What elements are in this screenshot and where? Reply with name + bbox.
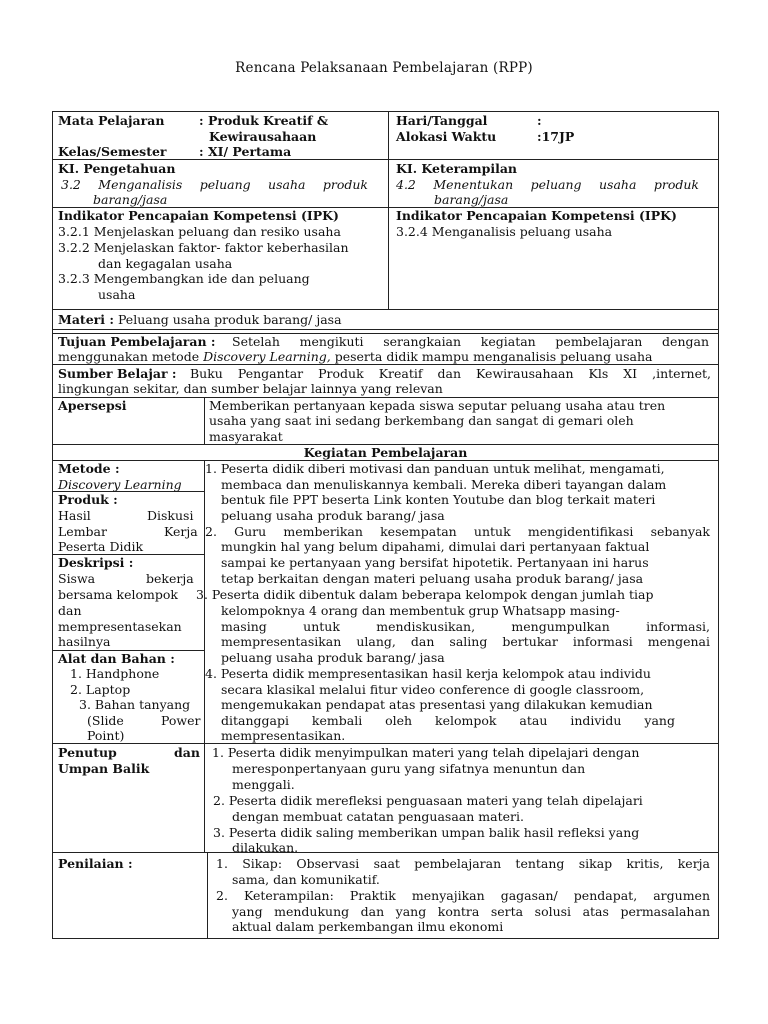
penutup-text: 2. Peserta didik merefleksi penguasaan materi yang telah dipelajari bbox=[213, 793, 643, 808]
alokasi-value: :17JP bbox=[537, 129, 575, 144]
mapel-value-cont: Kewirausahaan bbox=[209, 129, 317, 144]
penutup-text-cont: dengan membuat catatan penguasaan materi. bbox=[232, 809, 524, 824]
produk-text: Diskusi bbox=[147, 508, 194, 523]
alat-item-cont: Point) bbox=[87, 728, 125, 743]
row-divider bbox=[52, 309, 719, 310]
kegiatan-step-cont: peluang usaha produk barang/ jasa bbox=[221, 508, 445, 523]
kegiatan-step: 3. Peserta didik dibentuk dalam beberapa kelompok dengan jumlah tiap bbox=[196, 587, 654, 602]
ipk-item: 3.2.3 Mengembangkan ide dan peluang bbox=[58, 271, 310, 286]
kelas-value: : XI/ Pertama bbox=[199, 144, 292, 159]
deskripsi-text: dan bbox=[58, 603, 82, 618]
kelas-label: Kelas/Semester bbox=[58, 144, 167, 159]
tujuan-text-pre: menggunakan metode bbox=[58, 349, 200, 364]
penutup-label-cont: Umpan Balik bbox=[58, 761, 150, 776]
kegiatan-step-cont: membaca dan menuliskannya kembali. Mereka diberi tayangan dalam bbox=[221, 477, 667, 492]
deskripsi-text: hasilnya bbox=[58, 634, 111, 649]
column-divider bbox=[204, 397, 205, 444]
penutup-text-cont: dilakukan. bbox=[232, 840, 299, 855]
sumber-label: Sumber Belajar : bbox=[58, 366, 177, 381]
kegiatan-step-cont: mempresentasikan. bbox=[221, 728, 346, 743]
metode-label: Metode : bbox=[58, 461, 120, 476]
tujuan-text: Setelah mengikuti serangkaian kegiatan pembelajaran dengan bbox=[232, 334, 709, 349]
kegiatan-step-cont: bentuk file PPT beserta Link konten Youtube dan blog terkait materi bbox=[221, 492, 656, 507]
penilaian-text-cont: sama, dan komunikatif. bbox=[232, 872, 380, 887]
penilaian-text-cont: yang mendukung dan yang kontra serta solusi atas permasalahan bbox=[232, 904, 710, 919]
ki-pengetahuan-title: KI. Pengetahuan bbox=[58, 161, 176, 176]
row-divider bbox=[52, 329, 719, 330]
deskripsi-text: Siswa bbox=[58, 571, 96, 586]
alat-item: 2. Laptop bbox=[70, 682, 131, 697]
column-divider bbox=[207, 852, 208, 939]
document-title: Rencana Pelaksanaan Pembelajaran (RPP) bbox=[235, 60, 533, 76]
materi-row bbox=[58, 312, 342, 328]
apersepsi-text: masyarakat bbox=[209, 429, 283, 444]
tujuan-text-cont bbox=[58, 349, 653, 365]
deskripsi-label: Deskripsi : bbox=[58, 555, 134, 570]
alat-item-cont: Power bbox=[161, 713, 201, 728]
penilaian-text-cont: aktual dalam perkembangan ilmu ekonomi bbox=[232, 919, 504, 934]
column-divider bbox=[204, 460, 205, 852]
ipk-title-right: Indikator Pencapaian Kompetensi (IPK) bbox=[396, 208, 677, 223]
apersepsi-label: Apersepsi bbox=[58, 398, 127, 413]
alat-item: 1. Handphone bbox=[70, 666, 160, 681]
penutup-text-cont: meresponpertanyaan guru yang sifatnya menuntun dan bbox=[232, 761, 586, 776]
tujuan-text-post: peserta didik mampu menganalisis peluang usaha bbox=[334, 349, 653, 364]
penilaian-text: 1. Sikap: Observasi saat pembelajaran tentang sikap kritis, kerja bbox=[216, 856, 710, 871]
kegiatan-step-cont: peluang usaha produk barang/ jasa bbox=[221, 650, 445, 665]
apersepsi-text: usaha yang saat ini sedang berkembang dan sangat di gemari oleh bbox=[209, 413, 634, 428]
ipk-item: 3.2.4 Menganalisis peluang usaha bbox=[396, 224, 613, 239]
ipk-title-left: Indikator Pencapaian Kompetensi (IPK) bbox=[58, 208, 339, 223]
deskripsi-text: bersama kelompok bbox=[58, 587, 178, 602]
produk-text: Peserta Didik bbox=[58, 539, 144, 554]
mapel-value: : Produk Kreatif & bbox=[199, 113, 329, 128]
ipk-item-cont: usaha bbox=[98, 287, 136, 302]
row-divider bbox=[52, 743, 719, 744]
deskripsi-text: bekerja bbox=[146, 571, 194, 586]
penutup-text: 1. Peserta didik menyimpulkan materi yang telah dipelajari dengan bbox=[212, 745, 640, 760]
kegiatan-step-cont: mengemukakan pendapat atas presentasi yang dilakukan kemudian bbox=[221, 697, 653, 712]
produk-text: Lembar bbox=[58, 524, 107, 539]
kegiatan-step-cont: tetap berkaitan dengan materi peluang usaha produk barang/ jasa bbox=[221, 571, 644, 586]
penutup-text-cont: menggali. bbox=[232, 777, 295, 792]
alat-item: 3. Bahan tanyang bbox=[79, 697, 191, 712]
produk-text: Kerja bbox=[164, 524, 198, 539]
alat-item-cont: (Slide bbox=[87, 713, 124, 728]
row-divider bbox=[52, 852, 719, 853]
alat-label: Alat dan Bahan : bbox=[58, 651, 175, 666]
penutup-text: 3. Peserta didik saling memberikan umpan balik hasil refleksi yang bbox=[213, 825, 640, 840]
deskripsi-text: mempresentasekan bbox=[58, 619, 182, 634]
penilaian-text: 2. Keterampilan: Praktik menyajikan gagasan/ pendapat, argumen bbox=[216, 888, 710, 903]
materi-label: Materi : bbox=[58, 312, 114, 327]
tujuan-method: Discovery Learning, bbox=[203, 349, 331, 364]
ki-keterampilan-text: 4.2 Menentukan peluang usaha produk bbox=[396, 177, 699, 192]
penilaian-label: Penilaian : bbox=[58, 856, 133, 871]
ipk-item: 3.2.2 Menjelaskan faktor- faktor keberhasilan bbox=[58, 240, 349, 255]
ipk-item: 3.2.1 Menjelaskan peluang dan resiko usaha bbox=[58, 224, 341, 239]
kegiatan-step-cont: masing untuk mendiskusikan, mengumpulkan informasi, bbox=[221, 619, 710, 634]
materi-value: Peluang usaha produk barang/ jasa bbox=[117, 312, 342, 327]
metode-value: Discovery Learning bbox=[58, 477, 182, 492]
hari-value: : bbox=[537, 113, 542, 128]
penutup-label: Penutup bbox=[58, 745, 117, 760]
ki-keterampilan-text-cont: barang/jasa bbox=[434, 192, 509, 207]
kegiatan-step: 4. Peserta didik mempresentasikan hasil kerja kelompok atau individu bbox=[205, 666, 651, 681]
kegiatan-header: Kegiatan Pembelajaran bbox=[303, 445, 468, 460]
kegiatan-step-cont: ditanggapi kembali oleh kelompok atau individu yang bbox=[221, 713, 675, 728]
tujuan-label: Tujuan Pembelajaran : bbox=[58, 334, 216, 349]
kegiatan-step-cont: mungkin hal yang belum dipahami, dimulai dari pertanyaan faktual bbox=[221, 539, 650, 554]
kegiatan-step-cont: secara klasikal melalui fitur video conference di google classroom, bbox=[221, 682, 645, 697]
ki-keterampilan-title: KI. Keterampilan bbox=[396, 161, 518, 176]
ki-pengetahuan-text: 3.2 Menganalisis peluang usaha produk bbox=[61, 177, 368, 192]
hari-label: Hari/Tanggal bbox=[396, 113, 488, 128]
produk-label: Produk : bbox=[58, 492, 118, 507]
produk-text: Hasil bbox=[58, 508, 91, 523]
column-divider bbox=[388, 111, 389, 309]
mapel-label: Mata Pelajaran bbox=[58, 113, 165, 128]
kegiatan-step: 2. Guru memberikan kesempatan untuk mengidentifikasi sebanyak bbox=[205, 524, 710, 539]
kegiatan-step-cont: mempresentasikan ulang, dan saling bertukar informasi mengenai bbox=[221, 634, 710, 649]
penutup-label-dan: dan bbox=[174, 745, 200, 760]
sumber-text: Buku Pengantar Produk Kreatif dan Kewirausahaan Kls XI ,internet, bbox=[190, 366, 711, 381]
apersepsi-text: Memberikan pertanyaan kepada siswa seputar peluang usaha atau tren bbox=[209, 398, 666, 413]
kegiatan-step-cont: kelompoknya 4 orang dan membentuk grup Whatsapp masing- bbox=[221, 603, 620, 618]
kegiatan-step-cont: sampai ke pertanyaan yang bersifat hipotetik. Pertanyaan ini harus bbox=[221, 555, 649, 570]
kegiatan-step: 1. Peserta didik diberi motivasi dan panduan untuk melihat, mengamati, bbox=[205, 461, 665, 476]
sumber-text-cont: lingkungan sekitar, dan sumber belajar lainnya yang relevan bbox=[58, 381, 443, 396]
ki-pengetahuan-text-cont: barang/jasa bbox=[93, 192, 168, 207]
alokasi-label: Alokasi Waktu bbox=[396, 129, 497, 144]
ipk-item-cont: dan kegagalan usaha bbox=[98, 256, 233, 271]
